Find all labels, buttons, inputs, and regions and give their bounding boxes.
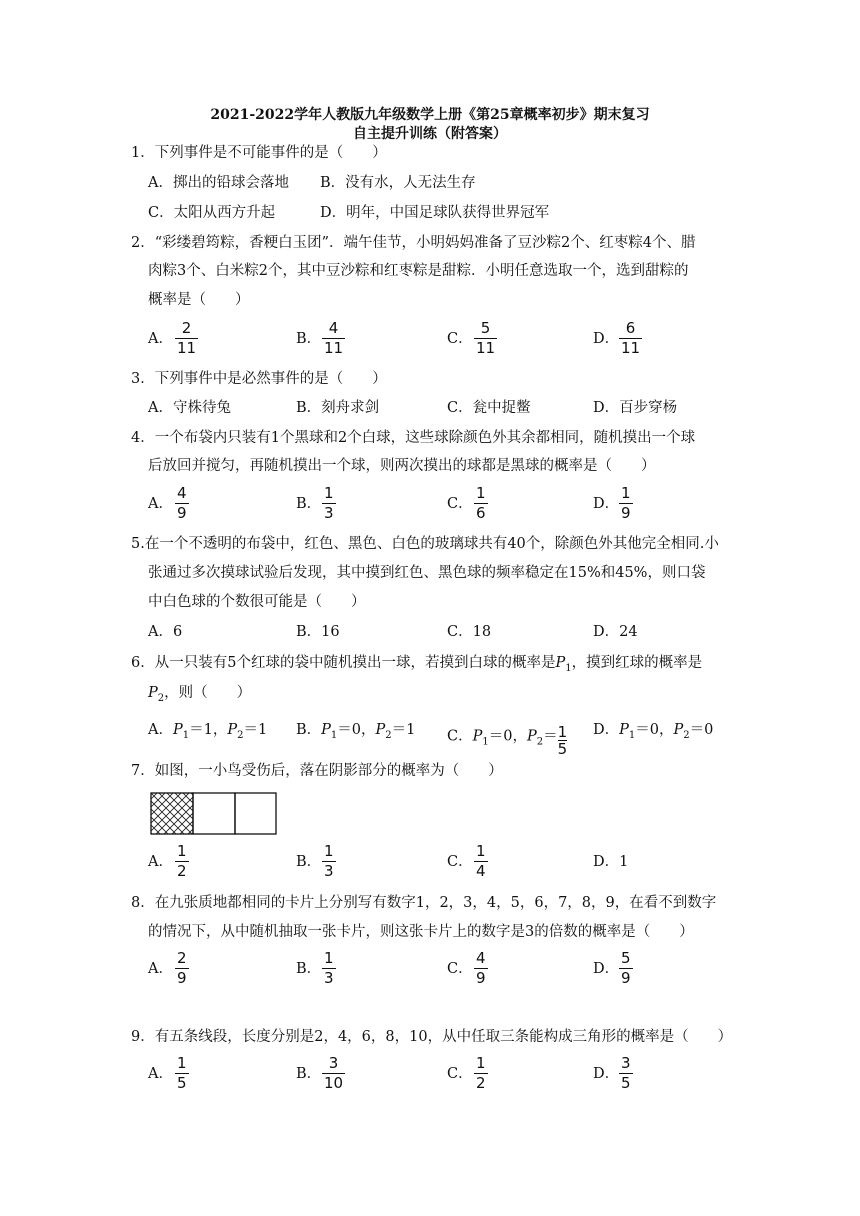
question-2-option-a-fraction: 2 11 <box>177 319 197 357</box>
question-2-option-c-fraction: 5 11 <box>476 319 496 357</box>
question-9-option-d-fraction: 3 5 <box>621 1054 631 1092</box>
question-7-option-b-fraction: 1 3 <box>324 842 334 880</box>
question-7-option-a-fraction: 1 2 <box>177 842 187 880</box>
document-subtitle: 自主提升训练（附答案） <box>353 126 507 142</box>
question-6-option-c: C．$P_1=0$，$P_2=$ $\frac{1}{5}$ <box>447 723 568 758</box>
question-7-option-d: D．1 <box>593 854 629 870</box>
question-4-option-a-fraction: 4 9 <box>177 484 187 522</box>
question-7-option-a-label: A． <box>148 854 173 870</box>
question-4-option-d-label: D． <box>593 496 620 512</box>
question-4-stem-line-1: 4．一个布袋内只装有1个黑球和2个白球，这些球除颜色外其余都相同，随机摸出一个球 <box>131 430 696 446</box>
question-8-option-d-label: D． <box>593 961 620 977</box>
question-1-option-d: D．明年，中国足球队获得世界冠军 <box>320 205 550 221</box>
question-5-stem-line-2: 张通过多次摸球试验后发现，其中摸到红色、黑色球的频率稳定在15%和45%，则口袋 <box>148 565 706 581</box>
question-9-stem: 9．有五条线段，长度分别是2，4，6，8，10，从中任取三条能构成三角形的概率是（ ） <box>131 1029 733 1045</box>
question-6-option-d: D．$P_1=0$，$P_2=0$ <box>593 722 714 741</box>
question-8-option-b-label: B． <box>296 961 322 977</box>
question-5-stem-line-1: 5.在一个不透明的布袋中，红色、黑色、白色的玻璃球共有40个，除颜色外其他完全相同.小 <box>131 536 719 552</box>
question-5-option-c: C．18 <box>447 624 492 640</box>
question-2-option-b-fraction: 4 11 <box>324 319 344 357</box>
question-7-figure <box>150 792 278 836</box>
question-9-option-b-fraction: 3 10 <box>324 1054 344 1092</box>
question-8-option-a-fraction: 2 9 <box>177 949 187 987</box>
question-3-option-a: A．守株待兔 <box>148 400 231 416</box>
question-4-option-c-label: C． <box>447 496 473 512</box>
shaded-square <box>151 793 193 834</box>
document-title: 2021-2022学年人教版九年级数学上册《第25章概率初步》期末复习 <box>210 107 650 123</box>
question-2-stem-line-1: 2．“彩缕碧筠粽，香粳白玉团”．端午佳节，小明妈妈准备了豆沙粽2个、红枣粽4个、腊 <box>131 235 696 251</box>
question-4-option-b-label: B． <box>296 496 322 512</box>
question-7-stem: 7．如图，一小鸟受伤后，落在阴影部分的概率为（ ） <box>131 763 503 779</box>
question-3-option-d: D．百步穿杨 <box>593 400 678 416</box>
question-2-option-d-label: D． <box>593 331 620 347</box>
question-4-option-c-fraction: 1 6 <box>476 484 486 522</box>
question-9-option-a-fraction: 1 5 <box>177 1054 187 1092</box>
question-8-option-b-fraction: 1 3 <box>324 949 334 987</box>
question-4-option-b-fraction: 1 3 <box>324 484 334 522</box>
question-5-option-a: A．6 <box>148 624 183 640</box>
question-6-option-c-fraction: $\frac{1}{5}$ <box>557 723 568 758</box>
question-9-option-d-label: D． <box>593 1066 620 1082</box>
question-4-stem-line-2: 后放回并搅匀，再随机摸出一个球，则两次摸出的球都是黑球的概率是（ ） <box>148 458 656 474</box>
question-9-option-c-label: C． <box>447 1066 473 1082</box>
question-8-option-a-label: A． <box>148 961 173 977</box>
question-3-option-b: B．刻舟求剑 <box>296 400 380 416</box>
question-6-stem-line-1: 6．从一只装有5个红球的袋中随机摸出一球，若摸到白球的概率是$P_1$，摸到红球的概率是 <box>131 655 703 674</box>
question-8-option-c-fraction: 4 9 <box>476 949 486 987</box>
question-6-stem-line-2: $P_2$，则（ ） <box>148 685 252 704</box>
question-8-option-d-fraction: 5 9 <box>621 949 631 987</box>
question-2-option-a-label: A． <box>148 331 173 347</box>
question-5-option-b: B．16 <box>296 624 340 640</box>
question-6-option-a: A．$P_1=1$，$P_2=1$ <box>148 722 268 741</box>
question-7-option-b-label: B． <box>296 854 322 870</box>
question-7-option-c-label: C． <box>447 854 473 870</box>
question-1-option-a: A．掷出的铅球会落地 <box>148 175 289 191</box>
question-8-option-c-label: C． <box>447 961 473 977</box>
question-3-stem: 3．下列事件中是必然事件的是（ ） <box>131 371 387 387</box>
question-9-option-b-label: B． <box>296 1066 322 1082</box>
question-2-option-b-label: B． <box>296 331 322 347</box>
question-2-option-c-label: C． <box>447 331 473 347</box>
question-8-stem-line-1: 8．在九张质地都相同的卡片上分别写有数字1，2，3，4，5，6，7，8，9，在看不到数字 <box>131 895 717 911</box>
blank-square-2 <box>235 793 276 834</box>
question-2-stem-line-3: 概率是（ ） <box>148 292 250 308</box>
question-9-option-c-fraction: 1 2 <box>476 1054 486 1092</box>
question-4-option-d-fraction: 1 9 <box>621 484 631 522</box>
question-1-option-c: C．太阳从西方升起 <box>148 205 276 221</box>
question-2-stem-line-2: 肉粽3个、白米粽2个，其中豆沙粽和红枣粽是甜粽．小明任意选取一个，选到甜粽的 <box>148 263 689 279</box>
question-1-option-b: B．没有水，人无法生存 <box>320 175 476 191</box>
question-2-option-d-fraction: 6 11 <box>621 319 641 357</box>
question-8-stem-line-2: 的情况下，从中随机抽取一张卡片，则这张卡片上的数字是3的倍数的概率是（ ） <box>148 924 694 940</box>
blank-square-1 <box>193 793 235 834</box>
question-1-stem: 1．下列事件是不可能事件的是（ ） <box>131 145 387 161</box>
question-5-stem-line-3: 中白色球的个数很可能是（ ） <box>148 594 366 610</box>
question-7-option-c-fraction: 1 4 <box>476 842 486 880</box>
question-4-option-a-label: A． <box>148 496 173 512</box>
question-9-option-a-label: A． <box>148 1066 173 1082</box>
question-5-option-d: D．24 <box>593 624 638 640</box>
question-3-option-c: C．瓮中捉鳖 <box>447 400 531 416</box>
question-6-option-b: B．$P_1=0$，$P_2=1$ <box>296 722 416 741</box>
